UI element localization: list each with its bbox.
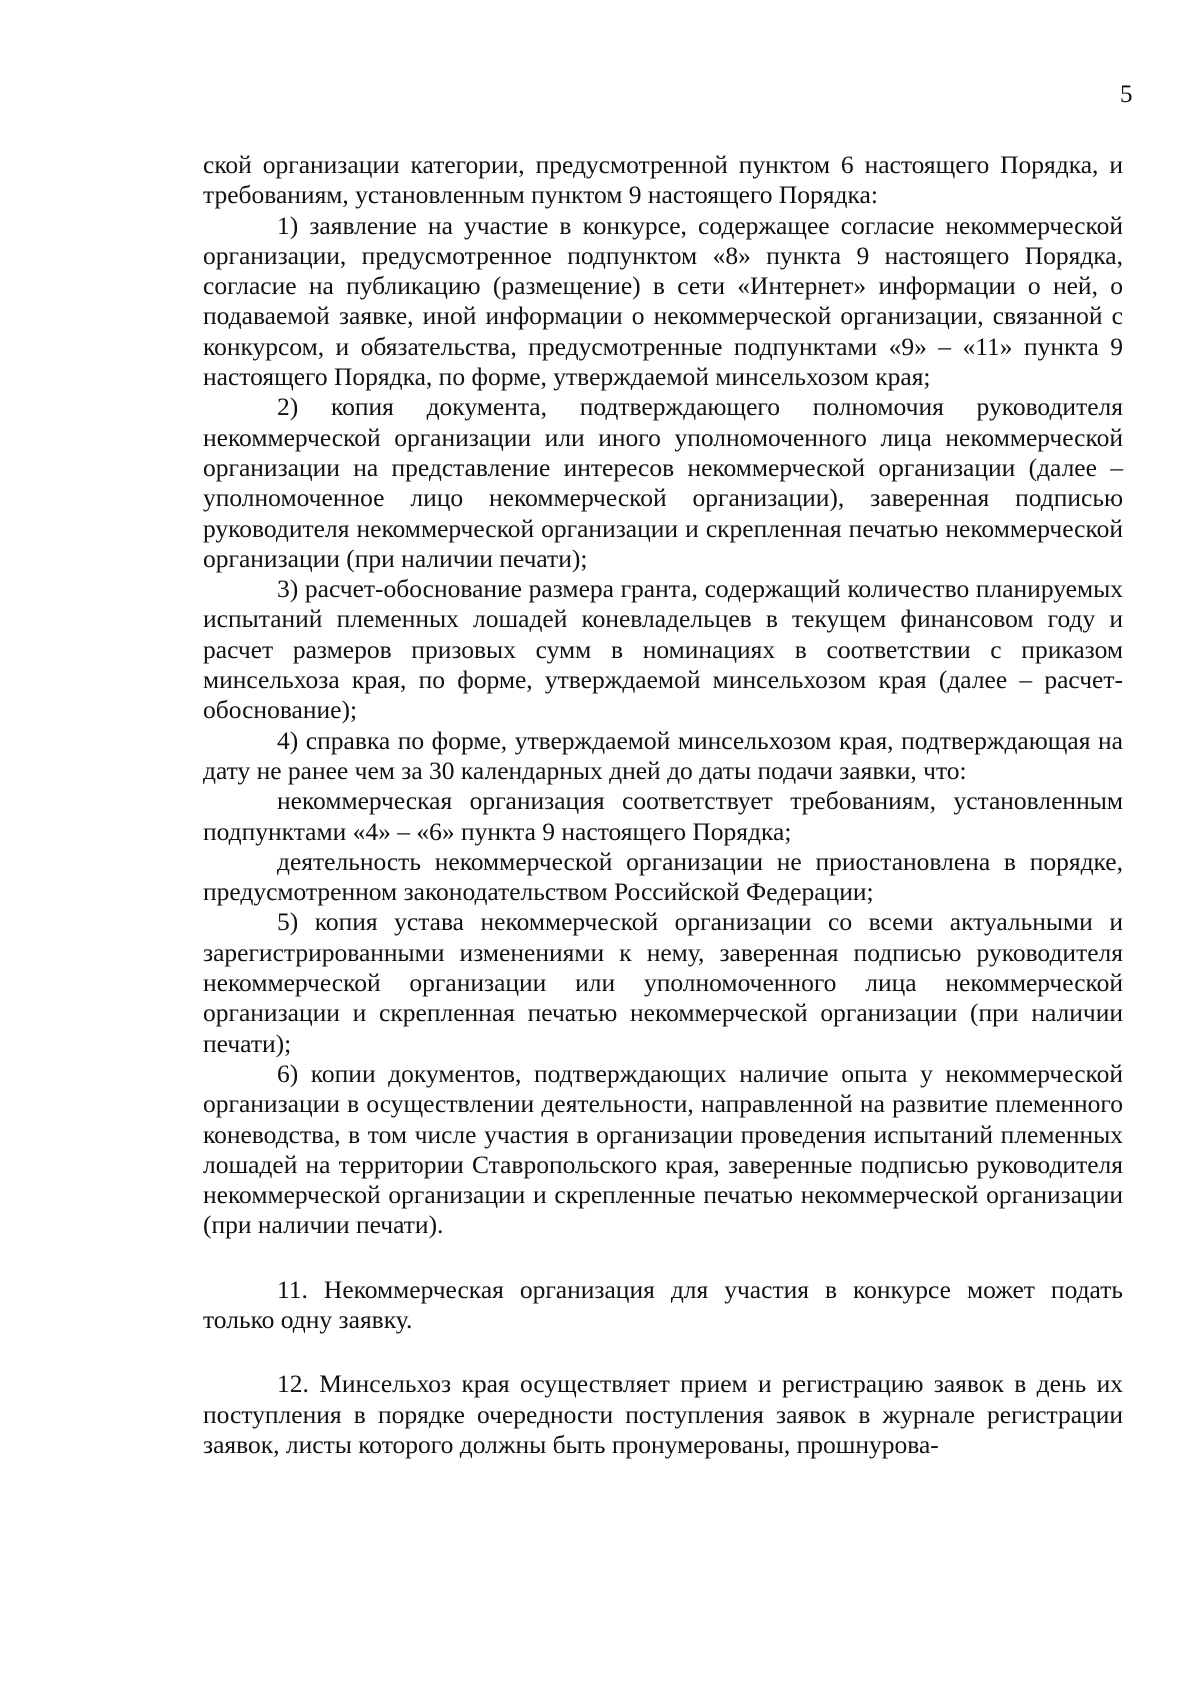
paragraph-item-5: 5) копия устава некоммерческой организации со всеми актуальными и зарегистрированными изменениями к нему, заверенная подписью руководителя некоммерческой организации или уполномоченного лица некоммерческой организации и скрепленная печатью некоммерческой организации (при наличии печати);: [203, 907, 1123, 1058]
paragraph-item-3: 3) расчет-обоснование размера гранта, содержащий количество планируемых испытаний племенных лошадей коневладельцев в текущем финансовом году и расчет размеров призовых сумм в номинациях в соответствии с приказом минсельхоза края, по форме, утверждаемой минсельхозом края (далее – расчет-обоснование);: [203, 574, 1123, 725]
paragraph-item-2: 2) копия документа, подтверждающего полномочия руководителя некоммерческой организации или иного уполномоченного лица некоммерческой организации на представление интересов некоммерческой организации (далее – уполномоченное лицо некоммерческой организации), заверенная подписью руководителя некоммерческой организации и скрепленная печатью некоммерческой организации (при наличии печати);: [203, 392, 1123, 573]
paragraph-clause-11: 11. Некоммерческая организация для участия в конкурсе может подать только одну заявку.: [203, 1274, 1123, 1334]
paragraph-item-4-sub-2: деятельность некоммерческой организации не приостановлена в порядке, предусмотренном законодательством Российской Федерации;: [203, 846, 1123, 907]
paragraph-continuation: ской организации категории, предусмотренной пунктом 6 настоящего Порядка, и требованиям, установленным пунктом 9 настоящего Порядка:: [203, 150, 1123, 210]
document-body: [203, 150, 1123, 1460]
paragraph-item-1: 1) заявление на участие в конкурсе, содержащее согласие некоммерческой организации, предусмотренное подпунктом «8» пункта 9 настоящего Порядка, согласие на публикацию (размещение) в сети «Интернет» информации о ней, о подаваемой заявке, иной информации о некоммерческой организации, связанной с конкурсом, и обязательства, предусмотренные подпунктами «9» – «11» пункта 9 настоящего Порядка, по форме, утверждаемой минсельхозом края;: [203, 210, 1123, 392]
paragraph-item-6: 6) копии документов, подтверждающих наличие опыта у некоммерческой организации в осуществлении деятельности, направленной на развитие племенного коневодства, в том числе участия в организации проведения испытаний племенных лошадей на территории Ставропольского края, заверенные подписью руководителя некоммерческой организации и скрепленные печатью некоммерческой организации (при наличии печати).: [203, 1058, 1123, 1240]
paragraph-item-4: 4) справка по форме, утверждаемой минсельхозом края, подтверждающая на дату не ранее чем за 30 календарных дней до даты подачи заявки, что:: [203, 725, 1123, 785]
paragraph-item-4-sub-1: некоммерческая организация соответствует требованиям, установленным подпунктами «4» – «6» пункта 9 настоящего Порядка;: [203, 786, 1123, 846]
page-number: 5: [1120, 81, 1133, 108]
paragraph-clause-12: 12. Минсельхоз края осуществляет прием и регистрацию заявок в день их поступления в порядке очередности поступления заявок в журнале регистрации заявок, листы которого должны быть пронумерованы, прошнурова-: [203, 1369, 1123, 1459]
